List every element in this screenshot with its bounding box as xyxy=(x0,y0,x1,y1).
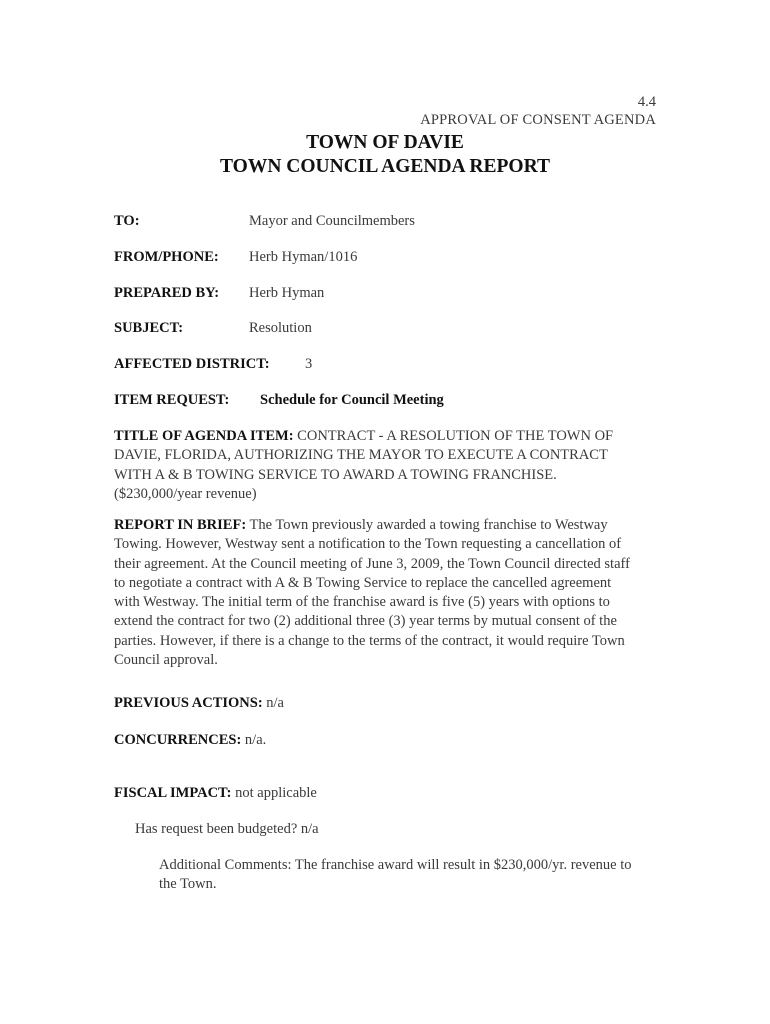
report-text: Towing. However, Westway sent a notification to the Town requesting a cancellation of xyxy=(114,536,622,553)
concurrences xyxy=(114,731,266,749)
agenda-item-title-text: CONTRACT - A RESOLUTION OF THE TOWN OF xyxy=(297,428,614,444)
previous-actions xyxy=(114,694,284,712)
report-text: The Town previously awarded a towing franchise to Westway xyxy=(249,517,608,533)
agenda-item-title-text: WITH A & B TOWING SERVICE TO AWARD A TOWING FRANCHISE. xyxy=(114,466,557,483)
prepared-by-label: PREPARED BY: xyxy=(114,285,220,301)
agenda-item-title xyxy=(114,427,664,504)
from-phone-label: FROM/PHONE: xyxy=(114,249,219,265)
agenda-section: APPROVAL OF CONSENT AGENDA xyxy=(420,112,656,128)
budgeted-question: Has request been budgeted? n/a xyxy=(135,821,319,837)
document-subtitle: TOWN COUNCIL AGENDA REPORT xyxy=(220,156,550,177)
report-text: Council approval. xyxy=(114,652,218,669)
previous-actions-label: PREVIOUS ACTIONS: xyxy=(114,695,263,711)
previous-actions-value: n/a xyxy=(266,695,284,711)
prepared-by-value: Herb Hyman xyxy=(249,285,325,301)
item-number: 4.4 xyxy=(637,94,656,110)
subject-label: SUBJECT: xyxy=(114,320,184,336)
additional-comments: the Town. xyxy=(159,876,217,892)
to-value: Mayor and Councilmembers xyxy=(249,213,415,229)
report-text: parties. However, if there is a change to the terms of the contract, it would require Town xyxy=(114,632,625,649)
fiscal-impact xyxy=(114,784,317,802)
fiscal-impact-label: FISCAL IMPACT: xyxy=(114,785,232,801)
report-text: with Westway. The initial term of the franchise award is five (5) years with options to xyxy=(114,594,610,611)
item-request-value: Schedule for Council Meeting xyxy=(260,392,444,408)
to-label: TO: xyxy=(114,213,140,229)
fiscal-impact-value: not applicable xyxy=(235,785,317,801)
affected-district-label: AFFECTED DISTRICT: xyxy=(114,356,270,372)
agenda-item-title-label: TITLE OF AGENDA ITEM: xyxy=(114,428,294,444)
report-text: to negotiate a contract with A & B Towing Service to replace the cancelled agreement xyxy=(114,574,612,591)
report-text: extend the contract for two (2) additional three (3) year terms by mutual consent of the xyxy=(114,613,617,630)
agenda-item-title-text: ($230,000/year revenue) xyxy=(114,485,257,502)
report-in-brief-label: REPORT IN BRIEF: xyxy=(114,517,247,533)
affected-district-value: 3 xyxy=(305,356,313,372)
from-phone-value: Herb Hyman/1016 xyxy=(249,249,358,265)
additional-comments: Additional Comments: The franchise award will result in $230,000/yr. revenue to xyxy=(159,857,632,873)
concurrences-value: n/a. xyxy=(244,732,267,748)
document-title: TOWN OF DAVIE xyxy=(306,132,464,153)
report-text: their agreement. At the Council meeting of June 3, 2009, the Town Council directed staff xyxy=(114,555,630,572)
item-request-label: ITEM REQUEST: xyxy=(114,392,230,408)
concurrences-label: CONCURRENCES: xyxy=(114,732,242,748)
agenda-item-title-text: DAVIE, FLORIDA, AUTHORIZING THE MAYOR TO EXECUTE A CONTRACT xyxy=(114,447,608,464)
subject-value: Resolution xyxy=(249,320,312,336)
report-in-brief xyxy=(114,516,664,670)
